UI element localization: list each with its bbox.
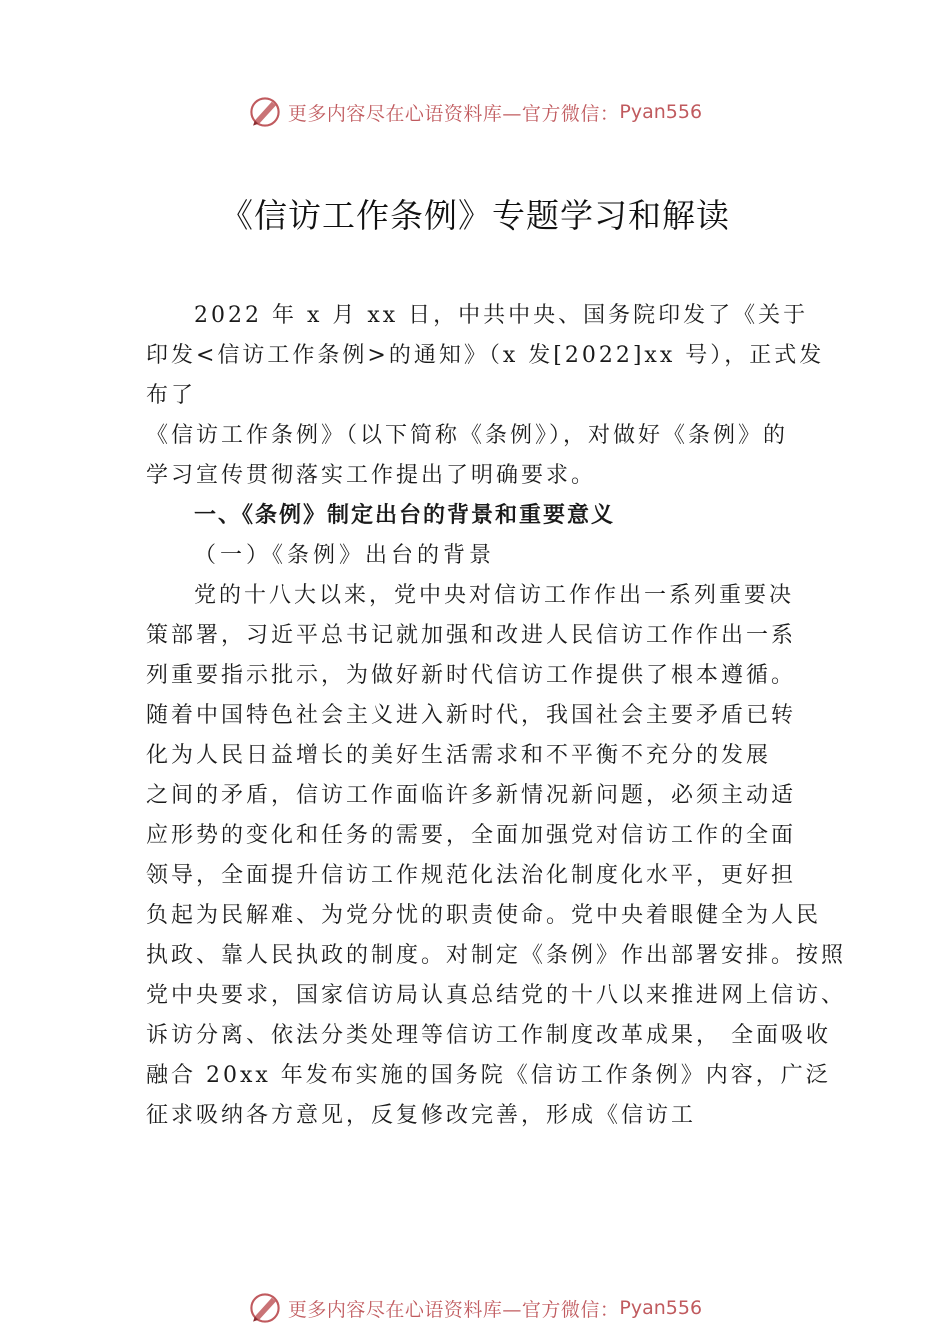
text-line: 诉访分离、依法分类处理等信访工作制度改革成果， 全面吸收 bbox=[146, 1023, 831, 1048]
watermark-wechat-id: Pyan556 bbox=[619, 1297, 703, 1319]
text-line: 学习宣传贯彻落实工作提出了明确要求。 bbox=[146, 463, 597, 488]
watermark-text: 更多内容尽在心语资料库—官方微信： bbox=[287, 1298, 620, 1321]
text-line: 领导，全面提升信访工作规范化法治化制度化水平，更好担 bbox=[146, 863, 797, 888]
text-line: 党中央要求，国家信访局认真总结党的十八以来推进网上信访、 bbox=[146, 983, 847, 1008]
text-line: 化为人民日益增长的美好生活需求和不平衡不充分的发展 bbox=[146, 743, 772, 768]
text-line: 之间的矛盾，信访工作面临许多新情况新问题，必须主动适 bbox=[146, 783, 797, 808]
text-line: 执政、靠人民执政的制度。对制定《条例》作出部署安排。按照 bbox=[146, 943, 847, 968]
pen-logo-icon bbox=[248, 95, 282, 129]
document-title: 《信访工作条例》专题学习和解读 bbox=[220, 196, 730, 235]
watermark-footer bbox=[0, 1288, 950, 1328]
text-line: 应形势的变化和任务的需要，全面加强党对信访工作的全面 bbox=[146, 823, 797, 848]
text-line: 负起为民解难、为党分忧的职责使命。党中央着眼健全为人民 bbox=[146, 903, 822, 928]
text-line: 《信访工作条例》（以下简称《条例》），对做好《条例》的 bbox=[146, 423, 789, 448]
text-line: 布了 bbox=[146, 383, 197, 408]
pen-logo-icon bbox=[248, 1291, 282, 1325]
section-heading: 一、《条例》制定出台的背景和重要意义 bbox=[194, 503, 616, 528]
text-line: 融合 20xx 年发布实施的国务院《信访工作条例》内容，广泛 bbox=[146, 1063, 831, 1088]
text-line: 随着中国特色社会主义进入新时代，我国社会主要矛盾已转 bbox=[146, 703, 797, 728]
text-line: 党的十八大以来，党中央对信访工作作出一系列重要决 bbox=[194, 583, 795, 608]
text-line: 印发<信访工作条例>的通知》（x 发[2022]xx 号），正式发 bbox=[146, 343, 825, 368]
section-heading: （一）《条例》出台的背景 bbox=[194, 543, 496, 568]
text-line: 列重要指示批示，为做好新时代信访工作提供了根本遵循。 bbox=[146, 663, 797, 688]
watermark-header bbox=[0, 92, 950, 132]
text-line: 征求吸纳各方意见，反复修改完善，形成《信访工 bbox=[146, 1103, 697, 1128]
text-line: 策部署，习近平总书记就加强和改进人民信访工作作出一系 bbox=[146, 623, 797, 648]
document-body bbox=[146, 296, 847, 1136]
text-line: 2022 年 x 月 xx 日，中共中央、国务院印发了《关于 bbox=[194, 303, 809, 328]
watermark-wechat-id: Pyan556 bbox=[619, 101, 703, 123]
watermark-text: 更多内容尽在心语资料库—官方微信： bbox=[287, 102, 620, 125]
